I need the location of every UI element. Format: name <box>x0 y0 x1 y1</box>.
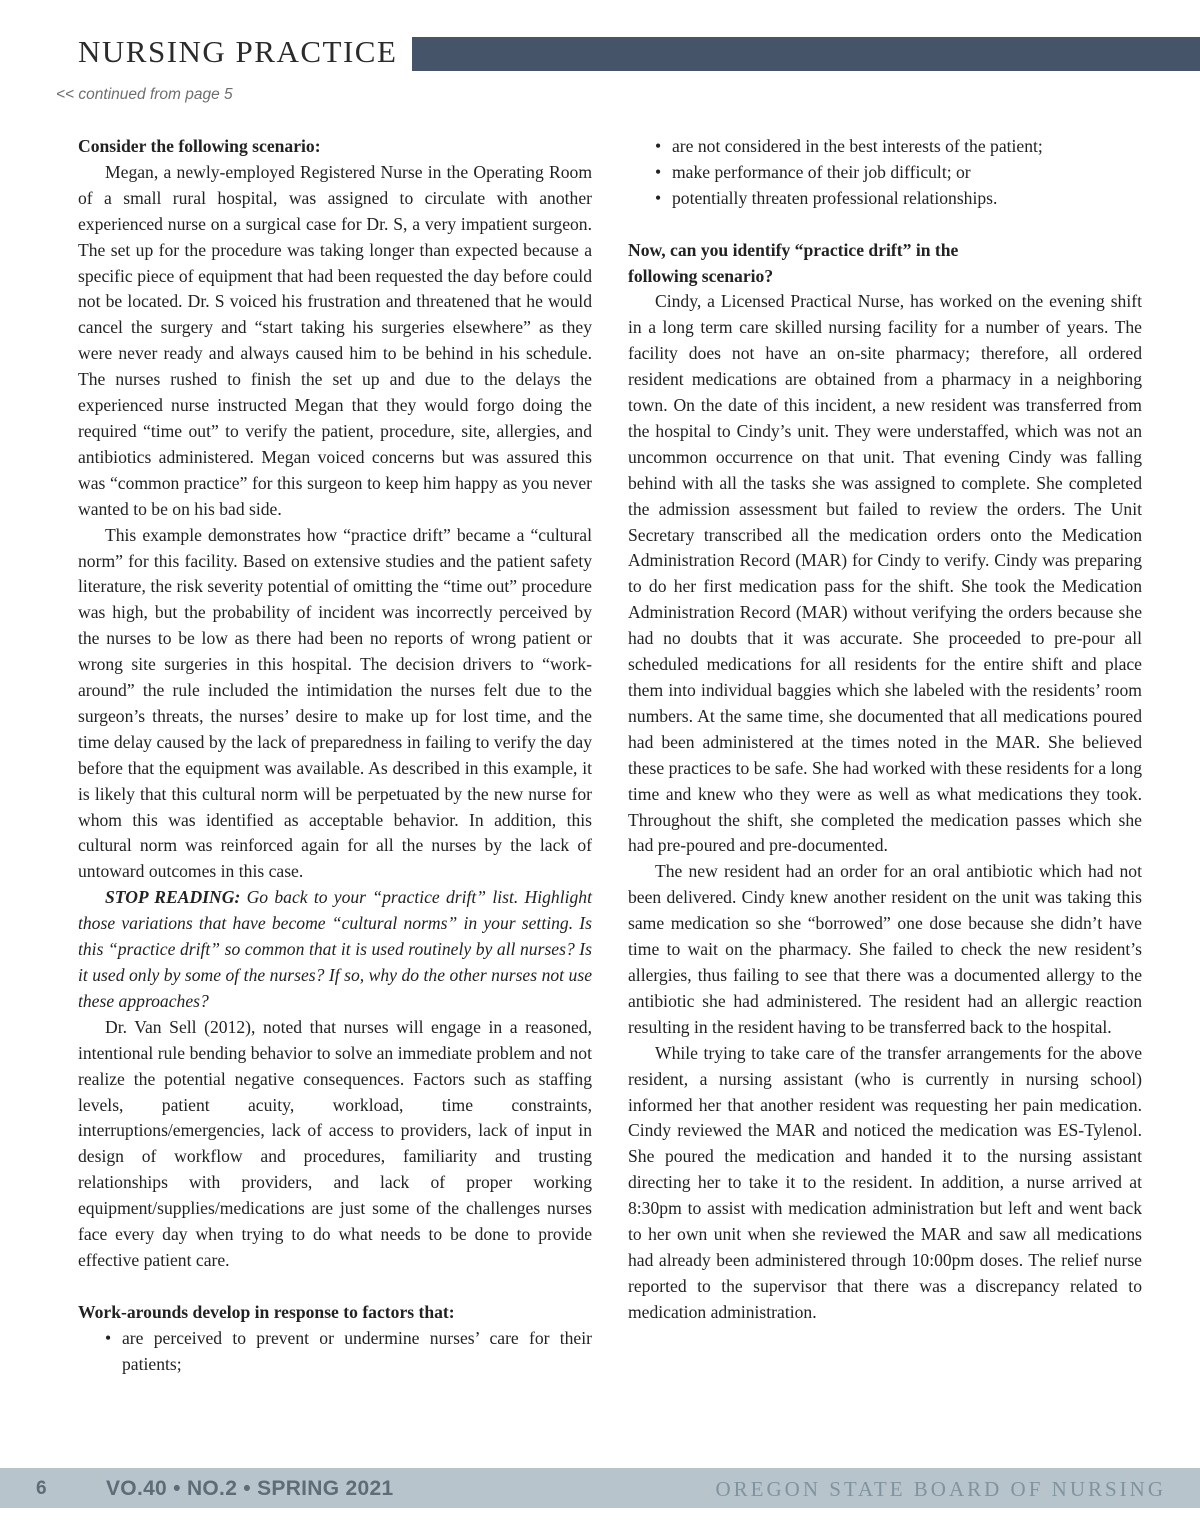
page-number: 6 <box>36 1478 47 1499</box>
issue-label: VO.40 • NO.2 • SPRING 2021 <box>106 1477 394 1500</box>
list-item: • make performance of their job difficult; or <box>628 160 1142 186</box>
paragraph: Dr. Van Sell (2012), noted that nurses will engage in a reasoned, intentional rule bending behavior to solve an immediate problem and not realize the potential negative consequences. Factors such as staffing levels, patient acuity, workload, time constraints, interruptions/emergencies, lack of access to providers, lack of input in design of workflow and procedures, familiarity and trusting relationships with providers, and lack of proper working equipment/supplies/medications are just some of the challenges nurses face every day when trying to do what needs to be done to provide effective patient care. <box>78 1016 592 1270</box>
left-column <box>78 134 592 1377</box>
paragraph: Megan, a newly-employed Registered Nurse in the Operating Room of a small rural hospital, was assigned to circulate with another experienced nurse on a surgical case for Dr. S, a very impatient surgeon. The set up for the procedure was taking longer than expected because a specific piece of equipment that had been requested the day before could not be located. Dr. S voiced his frustration and threatened that he would cancel the surgery and “start taking his surgeries elsewhere” as they were never ready and always caused him to be behind in his schedule. The nurses rushed to finish the set up and due to the delays the experienced nurse instructed Megan that they would forgo doing the required “time out” to verify the patient, procedure, site, allergies, and antibiotics administered. Megan voiced concerns but was assured this was “common practice” for this surgeon to keep him happy as you never wanted to be on his bad side. <box>78 161 592 519</box>
stop-reading-text: Go back to your “practice drift” list. Highlight those variations that have become “cultural norms” in your setting. Is this “practice drift” so common that it is used routinely by all nurses? Is it used only by some of the nurses? If so, why do the other nurses not use these approaches? <box>78 887 592 1011</box>
workarounds-heading: Work-arounds develop in response to factors that: <box>78 1301 455 1322</box>
right-column <box>628 134 1142 1326</box>
stop-reading-paragraph <box>78 885 592 1015</box>
scenario-heading: Consider the following scenario: <box>78 136 321 156</box>
paragraph: Cindy, a Licensed Practical Nurse, has worked on the evening shift in a long term care skilled nursing facility for a number of years. The facility does not have an on-site pharmacy; therefore, all ordered resident medications are obtained from a pharmacy in a neighboring town. On the date of this incident, a new resident was transferred from the hospital to Cindy’s unit. They were understaffed, which was not an uncommon occurrence on that unit. That evening Cindy was falling behind with all the tasks she was assigned to complete. She completed the admission assessment but failed to review the orders. The Unit Secretary transcribed all the medication orders onto the Medication Administration Record (MAR) for Cindy to verify. Cindy was preparing to do her first medication pass for the shift. She took the Medication Administration Record (MAR) without verifying the orders because she had no doubts that it was accurate. She proceeded to pre-pour all scheduled medications for all residents for the entire shift and place them into individual baggies which she labeled with the residents’ room numbers. At the same time, she documented that all medications poured had been administered at the times noted in the MAR. She believed these practices to be safe. She had worked with these residents for a long time and knew who they were as well as what medications they took. Throughout the shift, she completed the medication passes which she had pre-poured and pre-documented. <box>628 291 1142 856</box>
stop-reading-label: STOP READING: <box>105 887 241 908</box>
bullet-list <box>78 1326 592 1378</box>
bullet-icon: • <box>655 187 662 208</box>
organization-name: OREGON STATE BOARD OF NURSING <box>715 1477 1166 1501</box>
list-item: • are perceived to prevent or undermine nurses’ care for their patients; <box>105 1327 592 1374</box>
bullet-list <box>628 134 1142 212</box>
paragraph: This example demonstrates how “practice drift” became a “cultural norm” for this facility. Based on extensive studies and the patient safety literature, the risk severity potential of omitting the “time out” procedure was high, but the probability of incident was incorrectly perceived by the nurses to be low as there had been no reports of wrong patient or wrong site surgeries in this hospital. The decision drivers to “work-around” the rule included the intimidation the nurses felt due to the surgeon’s threats, the nurses’ desire to make up for lost time, and the time delay caused by the lack of preparedness in failing to verify the day before that the equipment was available. As described in this example, it is likely that this cultural norm will be perpetuated by the new nurse for whom this was identified as acceptable behavior. In addition, this cultural norm was reinforced again for all the nurses by the lack of untoward outcomes in this case. <box>78 524 592 882</box>
bullet-icon: • <box>105 1327 112 1348</box>
bullet-icon: • <box>655 161 662 182</box>
paragraph: The new resident had an order for an oral antibiotic which had not been delivered. Cindy knew another resident on the unit was taking this same medication so she “borrowed” one dose because she didn’t have time to wait on the pharmacy. She failed to check the new resident’s allergies, thus failing to see that there was a documented allergy to the antibiotic she had administered. The resident had an allergic reaction resulting in the resident having to be transferred back to the hospital. <box>628 861 1142 1037</box>
paragraph: While trying to take care of the transfer arrangements for the above resident, a nursing assistant (who is currently in nursing school) informed her that another resident was requesting her pain medication. Cindy reviewed the MAR and noticed the medication was ES-Tylenol. She poured the medication and handed it to the nursing assistant directing her to take it to the resident. In addition, a nurse arrived at 8:30pm to assist with medication administration but left and went back to her own unit when she reviewed the MAR and saw all medications had already been administered through 10:00pm doses. The relief nurse reported to the supervisor that there was a discrepancy related to medication administration. <box>628 1042 1142 1322</box>
list-item: • are not considered in the best interests of the patient; <box>628 134 1142 160</box>
header-bar <box>412 37 1200 71</box>
bullet-icon: • <box>655 136 662 156</box>
section-title: NURSING PRACTICE <box>78 34 398 69</box>
practice-drift-heading: Now, can you identify “practice drift” in the following scenario? <box>628 239 959 286</box>
continued-note: << continued from page 5 <box>56 86 233 103</box>
list-item: • potentially threaten professional relationships. <box>628 186 1142 212</box>
